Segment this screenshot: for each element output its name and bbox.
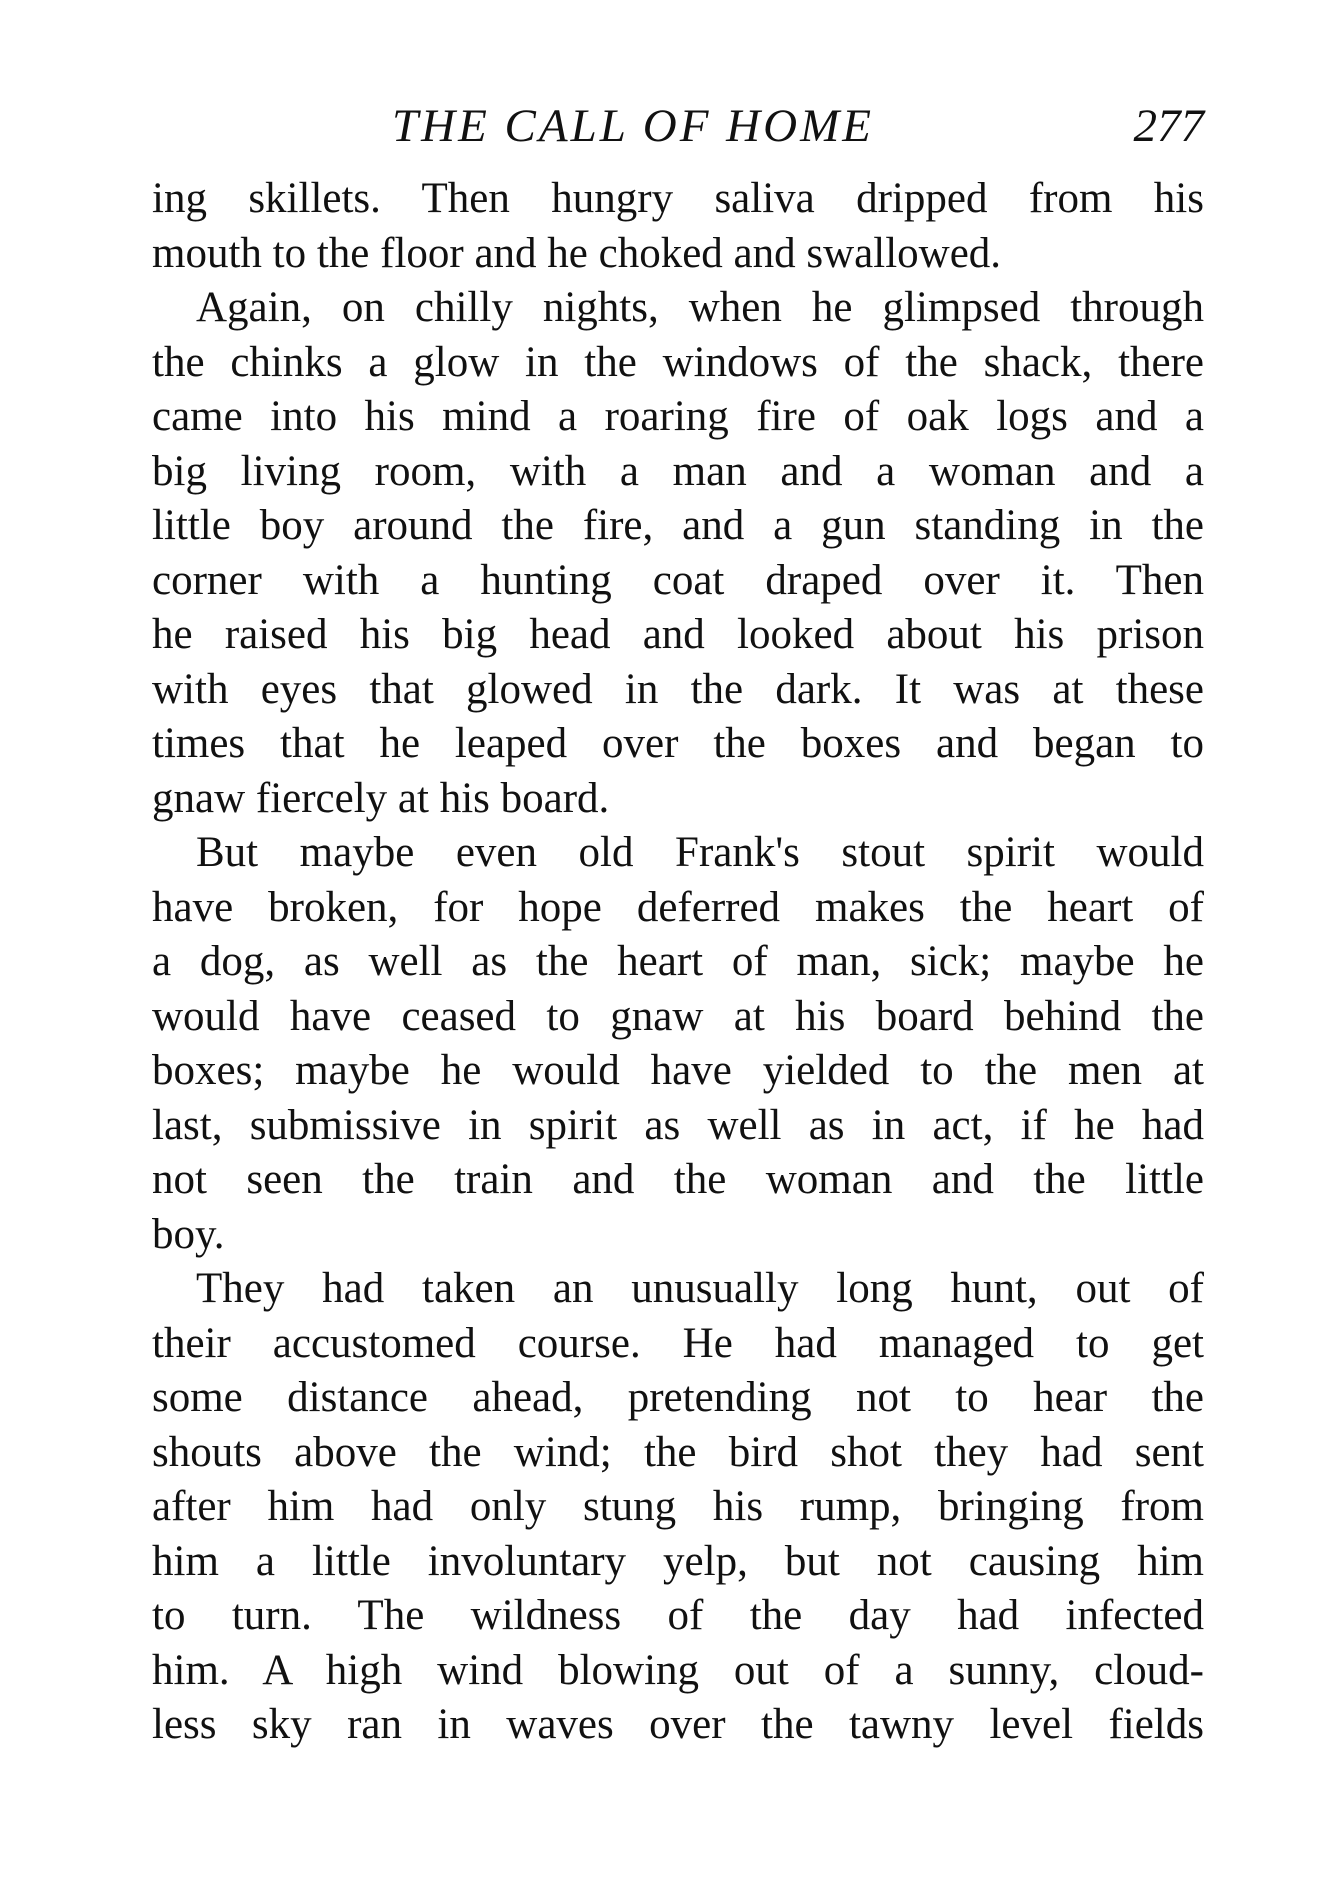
text-line: some distance ahead, pretending not to hear the <box>152 1374 1204 1421</box>
text-line: their accustomed course. He had managed to get <box>152 1319 1204 1367</box>
running-title: THE CALL OF HOME <box>392 100 874 152</box>
text-line: a dog, as well as the heart of man, sick; maybe he <box>152 938 1204 985</box>
text-line: would have ceased to gnaw at his board behind the <box>152 992 1204 1040</box>
text-line: But maybe even old Frank's stout spirit would <box>196 829 1204 876</box>
text-line: They had taken an unusually long hunt, out of <box>196 1265 1204 1312</box>
text-line: less sky ran in waves over the tawny level fields <box>152 1701 1204 1748</box>
text-line: ing skillets. Then hungry saliva dripped from his <box>152 175 1204 222</box>
text-line: mouth to the floor and he choked and swallowed. <box>152 229 1002 277</box>
body-text <box>152 172 1204 1753</box>
text-line: have broken, for hope deferred makes the heart of <box>152 883 1204 931</box>
text-line: to turn. The wildness of the day had infected <box>152 1592 1204 1639</box>
text-line: not seen the train and the woman and the little <box>152 1156 1204 1203</box>
text-line: him. A high wind blowing out of a sunny, cloud- <box>152 1646 1204 1694</box>
page-number: 277 <box>1133 100 1204 152</box>
text-line: last, submissive in spirit as well as in act, if he had <box>152 1101 1204 1149</box>
text-line: gnaw fiercely at his board. <box>152 774 610 822</box>
text-line: boy. <box>152 1210 225 1258</box>
text-line: shouts above the wind; the bird shot they had sent <box>152 1428 1204 1476</box>
page-header <box>152 96 1204 156</box>
text-line: little boy around the fire, and a gun standing in the <box>152 502 1204 549</box>
text-line: came into his mind a roaring fire of oak logs and a <box>152 393 1204 440</box>
text-line: corner with a hunting coat draped over it. Then <box>152 556 1204 604</box>
text-line: boxes; maybe he would have yielded to the men at <box>152 1047 1204 1094</box>
text-line: him a little involuntary yelp, but not causing him <box>152 1537 1204 1585</box>
text-line: the chinks a glow in the windows of the shack, there <box>152 338 1204 386</box>
text-line: Again, on chilly nights, when he glimpsed through <box>196 284 1204 331</box>
text-line: with eyes that glowed in the dark. It was at these <box>152 665 1204 713</box>
text-line: he raised his big head and looked about his prison <box>152 611 1204 658</box>
text-line: after him had only stung his rump, bringing from <box>152 1483 1204 1530</box>
text-line: times that he leaped over the boxes and began to <box>152 720 1204 767</box>
text-line: big living room, with a man and a woman and a <box>152 447 1204 495</box>
